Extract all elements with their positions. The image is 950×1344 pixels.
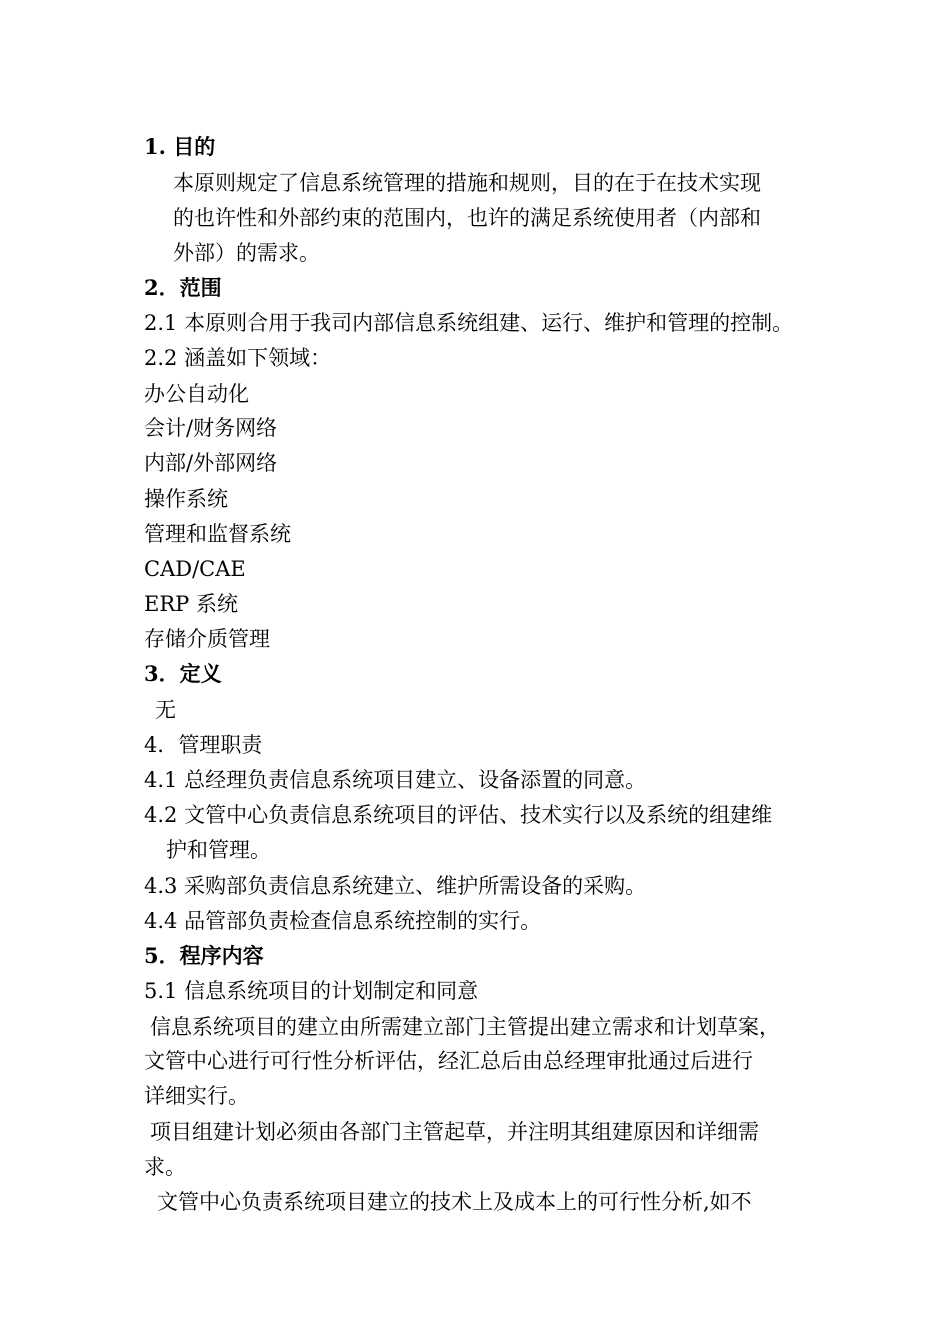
scope-area-item: ERP 系统 [144, 592, 238, 616]
scope-item-2-1: 2.1 本原则合用于我司内部信息系统组建、运行、维护和管理的控制。 [144, 311, 794, 335]
scope-area-item: 办公自动化 [144, 382, 249, 406]
procedure-paragraph-3-line-1: 文管中心负责系统项目建立的技术上及成本上的可行性分析,如不 [157, 1190, 752, 1214]
procedure-paragraph-2-line-1: 项目组建计划必须由各部门主管起草，并注明其组建原因和详细需 [150, 1120, 759, 1144]
duty-item-4-3: 4.3 采购部负责信息系统建立、维护所需设备的采购。 [144, 874, 647, 898]
scope-area-item: 会计/财务网络 [144, 416, 278, 440]
purpose-text-line-3: 外部）的需求。 [173, 241, 320, 265]
procedure-paragraph-1-line-3: 详细实行。 [144, 1084, 249, 1108]
procedure-paragraph-1-line-2: 文管中心进行可行性分析评估，经汇总后由总经理审批通过后进行 [144, 1049, 753, 1073]
duty-item-4-1: 4.1 总经理负责信息系统项目建立、设备添置的同意。 [144, 768, 647, 792]
definition-text: 无 [155, 698, 176, 722]
section-1-heading: 1. 目的 [144, 134, 216, 159]
subsection-5-1-heading: 5.1 信息系统项目的计划制定和同意 [144, 979, 479, 1003]
purpose-text-line-2: 的也许性和外部约束的范围内，也许的满足系统使用者（内部和 [173, 206, 761, 230]
scope-area-item: 管理和监督系统 [144, 522, 291, 546]
procedure-paragraph-2-line-2: 求。 [144, 1155, 186, 1179]
section-2-heading: 2．范围 [144, 275, 222, 300]
section-5-heading: 5．程序内容 [144, 943, 264, 968]
scope-area-item: 存储介质管理 [144, 627, 270, 651]
duty-item-4-4: 4.4 品管部负责检查信息系统控制的实行。 [144, 909, 542, 933]
duty-item-4-2: 4.2 文管中心负责信息系统项目的评估、技术实行以及系统的组建维 [144, 803, 773, 827]
scope-item-2-2: 2.2 涵盖如下领域： [144, 346, 332, 370]
purpose-text-line-1: 本原则规定了信息系统管理的措施和规则，目的在于在技术实现 [173, 171, 761, 195]
scope-area-item: 内部/外部网络 [144, 451, 278, 475]
scope-area-item: CAD/CAE [144, 557, 246, 581]
scope-area-item: 操作系统 [144, 487, 228, 511]
section-4-heading: 4．管理职责 [144, 733, 263, 757]
section-3-heading: 3．定义 [144, 661, 222, 686]
procedure-paragraph-1-line-1: 信息系统项目的建立由所需建立部门主管提出建立需求和计划草案， [150, 1015, 780, 1039]
duty-item-4-2-continued: 护和管理。 [166, 838, 271, 862]
